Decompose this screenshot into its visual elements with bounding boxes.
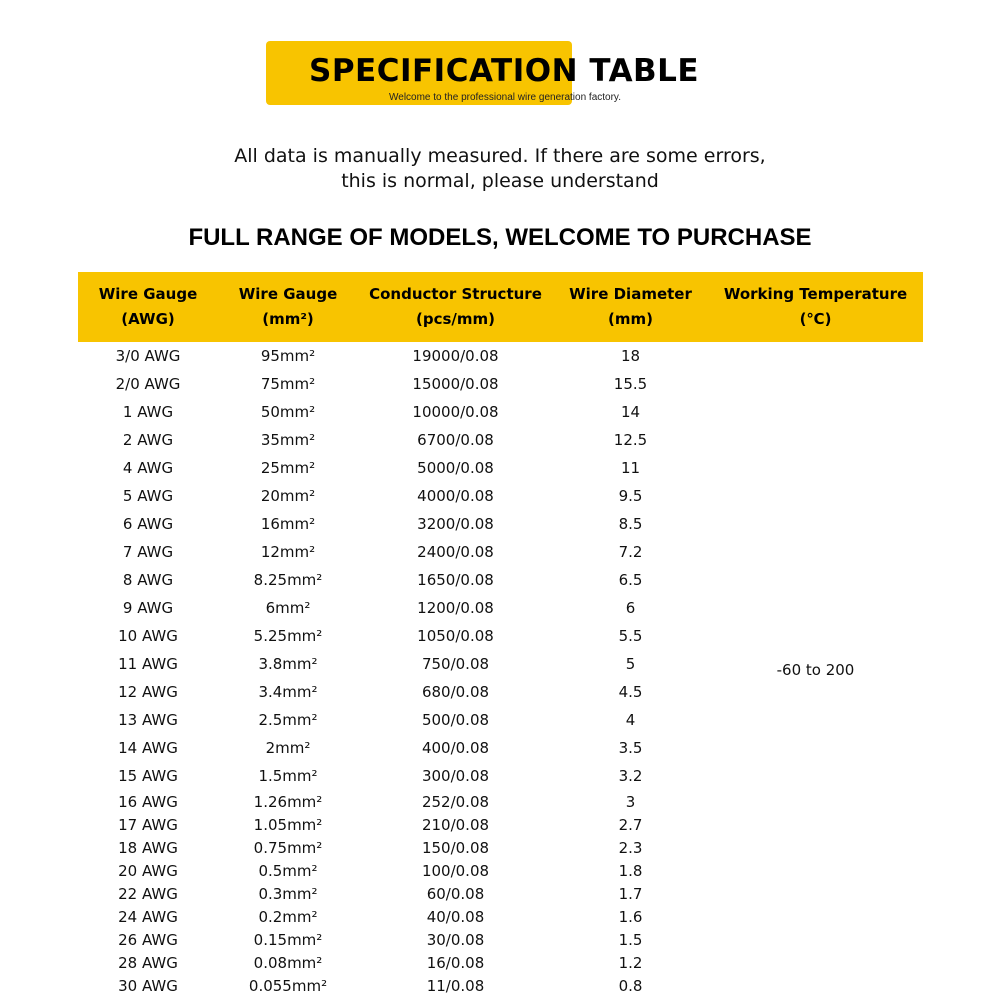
cell-wire-diameter: 9.5 [618, 487, 643, 505]
cell-mm2: 0.5mm² [258, 861, 318, 880]
cell-awg: 15 AWG [118, 767, 178, 785]
cell-awg: 18 AWG [118, 838, 178, 857]
cell-conductor-structure: 252/0.08 [421, 792, 490, 811]
cell-conductor-structure: 1050/0.08 [417, 627, 494, 645]
cell-awg: 2 AWG [122, 431, 174, 449]
column-header-mm2 [218, 272, 358, 342]
header-label: Conductor Structure [369, 285, 542, 303]
cell-conductor-structure: 3200/0.08 [417, 515, 494, 533]
cell-wire-diameter: 1.7 [618, 884, 643, 903]
cell-awg: 2/0 AWG [115, 375, 181, 393]
header-label: Wire Diameter [569, 285, 692, 303]
cell-conductor-structure: 1650/0.08 [417, 571, 494, 589]
column-header-wire-diameter [553, 272, 708, 342]
cell-awg: 30 AWG [118, 976, 178, 995]
cell-mm2: 75mm² [260, 375, 316, 393]
cell-mm2: 5.25mm² [253, 627, 323, 645]
page-subtitle: Welcome to the professional wire generation factory. [389, 92, 621, 103]
cell-mm2: 0.15mm² [253, 930, 323, 949]
cell-conductor-structure: 150/0.08 [421, 838, 490, 857]
column-header-awg [78, 272, 218, 342]
section-heading: FULL RANGE OF MODELS, WELCOME TO PURCHASE [188, 224, 812, 251]
specification-table [78, 272, 923, 997]
cell-wire-diameter: 3.5 [618, 739, 643, 757]
cell-conductor-structure: 750/0.08 [421, 655, 490, 673]
cell-wire-diameter: 3.2 [618, 767, 643, 785]
table-row [78, 342, 923, 370]
cell-working-temperature: -60 to 200 [776, 660, 855, 679]
cell-mm2: 8.25mm² [253, 571, 323, 589]
cell-conductor-structure: 11/0.08 [426, 976, 485, 995]
cell-wire-diameter: 1.6 [618, 907, 643, 926]
cell-wire-diameter: 15.5 [613, 375, 648, 393]
cell-mm2: 50mm² [260, 403, 316, 421]
header-label: Wire Gauge [98, 285, 198, 303]
cell-awg: 17 AWG [118, 815, 178, 834]
cell-conductor-structure: 6700/0.08 [417, 431, 494, 449]
cell-awg: 20 AWG [118, 861, 178, 880]
cell-wire-diameter: 1.2 [618, 953, 643, 972]
header-unit: (℃) [799, 310, 832, 328]
cell-conductor-structure: 100/0.08 [421, 861, 490, 880]
cell-wire-diameter: 12.5 [613, 431, 648, 449]
header-unit: (mm) [608, 310, 653, 328]
cell-wire-diameter: 1.5 [618, 930, 643, 949]
header-label: Working Temperature [723, 285, 908, 303]
cell-mm2: 2mm² [265, 739, 311, 757]
cell-wire-diameter: 7.2 [618, 543, 643, 561]
cell-wire-diameter: 2.7 [618, 815, 643, 834]
cell-mm2: 0.08mm² [253, 953, 323, 972]
cell-conductor-structure: 40/0.08 [426, 907, 485, 926]
cell-awg: 1 AWG [122, 403, 174, 421]
cell-awg: 3/0 AWG [115, 347, 181, 365]
cell-mm2: 12mm² [260, 543, 316, 561]
cell-mm2: 6mm² [265, 599, 311, 617]
cell-wire-diameter: 4 [625, 711, 636, 729]
header-unit: (mm²) [262, 310, 314, 328]
cell-wire-diameter: 6.5 [618, 571, 643, 589]
cell-awg: 24 AWG [118, 907, 178, 926]
cell-conductor-structure: 60/0.08 [426, 884, 485, 903]
cell-awg: 4 AWG [122, 459, 174, 477]
cell-conductor-structure: 500/0.08 [421, 711, 490, 729]
cell-conductor-structure: 210/0.08 [421, 815, 490, 834]
cell-awg: 5 AWG [122, 487, 174, 505]
cell-mm2: 1.26mm² [253, 792, 323, 811]
cell-awg: 11 AWG [118, 655, 178, 673]
cell-awg: 9 AWG [122, 599, 174, 617]
cell-conductor-structure: 16/0.08 [426, 953, 485, 972]
cell-awg: 26 AWG [118, 930, 178, 949]
cell-mm2: 20mm² [260, 487, 316, 505]
cell-conductor-structure: 30/0.08 [426, 930, 485, 949]
cell-awg: 22 AWG [118, 884, 178, 903]
cell-wire-diameter: 11 [620, 459, 641, 477]
cell-conductor-structure: 19000/0.08 [412, 347, 499, 365]
cell-conductor-structure: 4000/0.08 [417, 487, 494, 505]
column-header-working-temperature [708, 272, 923, 342]
cell-wire-diameter: 18 [620, 347, 641, 365]
cell-mm2: 1.05mm² [253, 815, 323, 834]
cell-mm2: 35mm² [260, 431, 316, 449]
cell-mm2: 25mm² [260, 459, 316, 477]
header-row [78, 272, 923, 342]
cell-conductor-structure: 5000/0.08 [417, 459, 494, 477]
measurement-notice [150, 144, 850, 194]
cell-wire-diameter: 2.3 [618, 838, 643, 857]
cell-mm2: 0.2mm² [258, 907, 318, 926]
cell-awg: 7 AWG [122, 543, 174, 561]
cell-wire-diameter: 0.8 [618, 976, 643, 995]
cell-wire-diameter: 5 [625, 655, 636, 673]
table-body [78, 342, 923, 997]
cell-awg: 8 AWG [122, 571, 174, 589]
cell-wire-diameter: 8.5 [618, 515, 643, 533]
cell-conductor-structure: 15000/0.08 [412, 375, 499, 393]
cell-awg: 28 AWG [118, 953, 178, 972]
cell-conductor-structure: 680/0.08 [421, 683, 490, 701]
cell-awg: 16 AWG [118, 792, 178, 811]
cell-mm2: 0.055mm² [248, 976, 328, 995]
column-header-conductor-structure [358, 272, 553, 342]
cell-awg: 14 AWG [118, 739, 178, 757]
cell-awg: 6 AWG [122, 515, 174, 533]
cell-wire-diameter: 4.5 [618, 683, 643, 701]
cell-mm2: 3.4mm² [258, 683, 318, 701]
page-title: SPECIFICATION TABLE [309, 53, 700, 89]
header-label: Wire Gauge [238, 285, 338, 303]
notice-line-2: this is normal, please understand [341, 170, 659, 192]
cell-wire-diameter: 1.8 [618, 861, 643, 880]
cell-mm2: 95mm² [260, 347, 316, 365]
cell-mm2: 2.5mm² [258, 711, 318, 729]
cell-conductor-structure: 400/0.08 [421, 739, 490, 757]
cell-awg: 12 AWG [118, 683, 178, 701]
cell-mm2: 0.3mm² [258, 884, 318, 903]
cell-conductor-structure: 2400/0.08 [417, 543, 494, 561]
cell-wire-diameter: 5.5 [618, 627, 643, 645]
header-unit: (AWG) [121, 310, 175, 328]
cell-mm2: 1.5mm² [258, 767, 318, 785]
cell-conductor-structure: 300/0.08 [421, 767, 490, 785]
cell-conductor-structure: 1200/0.08 [417, 599, 494, 617]
cell-mm2: 16mm² [260, 515, 316, 533]
notice-line-1: All data is manually measured. If there are some errors, [234, 145, 766, 167]
cell-awg: 13 AWG [118, 711, 178, 729]
cell-awg: 10 AWG [118, 627, 178, 645]
header-unit: (pcs/mm) [415, 310, 495, 328]
cell-wire-diameter: 6 [625, 599, 636, 617]
cell-conductor-structure: 10000/0.08 [412, 403, 499, 421]
cell-wire-diameter: 14 [620, 403, 641, 421]
cell-mm2: 3.8mm² [258, 655, 318, 673]
cell-wire-diameter: 3 [625, 792, 636, 811]
table-header [78, 272, 923, 342]
cell-mm2: 0.75mm² [253, 838, 323, 857]
